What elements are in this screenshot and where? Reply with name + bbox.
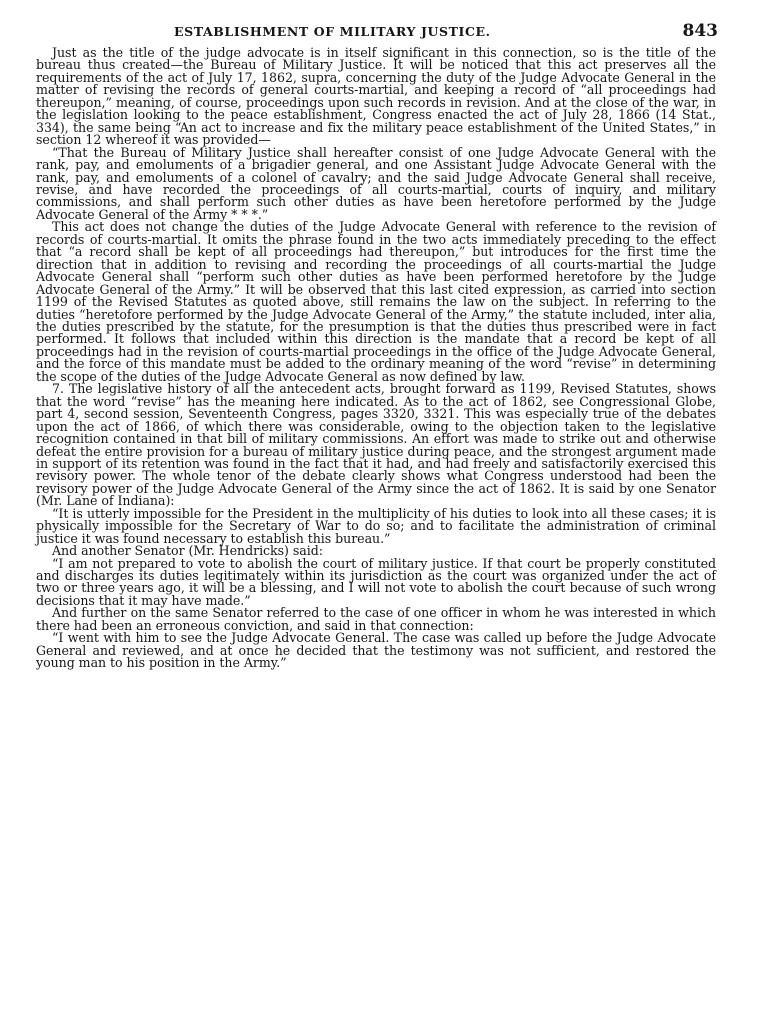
quote-senator-lane: “It is utterly impossible for the President in the multiplicity of his duties to look into all these cases; it is physically impossible for the Secretary of War to do so; and to facilitate the administration of criminal justice it was found necessary to establish this bureau.”: [36, 505, 716, 546]
quote-judge-advocate-visit: “I went with him to see the Judge Advocate General. The case was called up before the Judge Advocate General and reviewed, and at once he decided that the testimony was not sufficient, and restored the young man to his position in the Army.”: [36, 630, 716, 671]
body-text: [36, 47, 716, 670]
paragraph-hendricks-intro: And another Senator (Mr. Hendricks) said:: [52, 543, 323, 559]
running-head: ESTABLISHMENT OF MILITARY JUSTICE.: [174, 24, 491, 39]
quote-section-12: “That the Bureau of Military Justice shall hereafter consist of one Judge Advocate General with the rank, pay, and emoluments of a brigadier general, and one Assistant Judge Advocate General with the rank, pay, and emoluments of a colonel of cavalry; and the said Judge Advocate General shall receive, revise, and have recorded the proceedings of all courts-martial, courts of inquiry, and military commissions, and shall perform such other duties as have been heretofore performed by the Judge Advocate General of the Army * * *.”: [36, 144, 716, 222]
paragraph-legislative-history: 7. The legislative history of all the antecedent acts, brought forward as 1199, Revised Statutes, shows that the word “revise” has the meaning here indicated. As to the act of 1862, see Congressional Globe, part 4, second session, Seventeenth Congress, pages 3320, 3321. This was especially true of the debates upon the act of 1866, of which there was considerable, owing to the objection taken to the legislative recognition contained in that bill of military commissions. An effort was made to strike out and otherwise defeat the entire provision for a bureau of military justice during peace, and the strongest argument made in support of its retention was found in the fact that it had, and had freely and satisfactorily exercised this revisory power. The whole tenor of the debate clearly shows what Congress understood had been the revisory power of the Judge Advocate General of the Army since the act of 1862. It is said by one Senator (Mr. Lane of Indiana):: [36, 381, 716, 509]
page-header: [36, 22, 716, 42]
paragraph-bureau-title: Just as the title of the judge advocate is in itself significant in this connection, so is the title of the bureau thus created—the Bureau of Military Justice. It will be noticed that this act preserves all the requirements of the act of July 17, 1862, supra, concerning the duty of the Judge Advocate General in the matter of revising the records of general courts-martial, and keeping a record of “all proceedings had thereupon,” meaning, of course, proceedings upon such records in revision. And at the close of the war, in the legislation looking to the peace establishment, Congress enacted the act of July 28, 1866 (14 Stat., 334), the same being “An act to increase and fix the military peace establishment of the United States,” in section 12 whereof it was provided—: [36, 45, 716, 148]
quote-senator-hendricks: “I am not prepared to vote to abolish the court of military justice. If that court be properly constituted and discharges its duties legitimately within its jurisdiction as the court was organized under the act of two or three years ago, it will be a blessing, and I will not vote to abolish the court because of such wrong decisions that it may have made.”: [36, 555, 716, 608]
paragraph-act-duties: This act does not change the duties of the Judge Advocate General with reference to the revision of records of courts-martial. It omits the phrase found in the two acts immediately preceding to the effect that “a record shall be kept of all proceedings had thereupon,” but introduces for the first time the direction that in addition to revising and recording the proceedings of all courts-martial the Judge Advocate General shall “perform such other duties as have been performed heretofore by the Judge Advocate General of the Army.” It will be observed that this last cited expression, as carried into section 1199 of the Revised Statutes as quoted above, still remains the law on the subject. In referring to the duties “heretofore performed by the Judge Advocate General of the Army,” the statute included, inter alia, the duties prescribed by the statute, for the presumption is that the duties thus prescribed were in fact performed. It follows that included within this direction is the mandate that a record be kept of all proceedings had in the revision of courts-martial proceedings in the office of the Judge Advocate General, and the force of this mandate must be added to the ordinary meaning of the word “revise” in determining the scope of the duties of the Judge Advocate General as now defined by law.: [36, 219, 716, 384]
page-number: 843: [682, 21, 718, 41]
book-page: [36, 22, 716, 1012]
paragraph-further-case: And further on the same Senator referred to the case of one officer in whom he was interested in which there had been an erroneous conviction, and said in that connection:: [36, 605, 716, 633]
